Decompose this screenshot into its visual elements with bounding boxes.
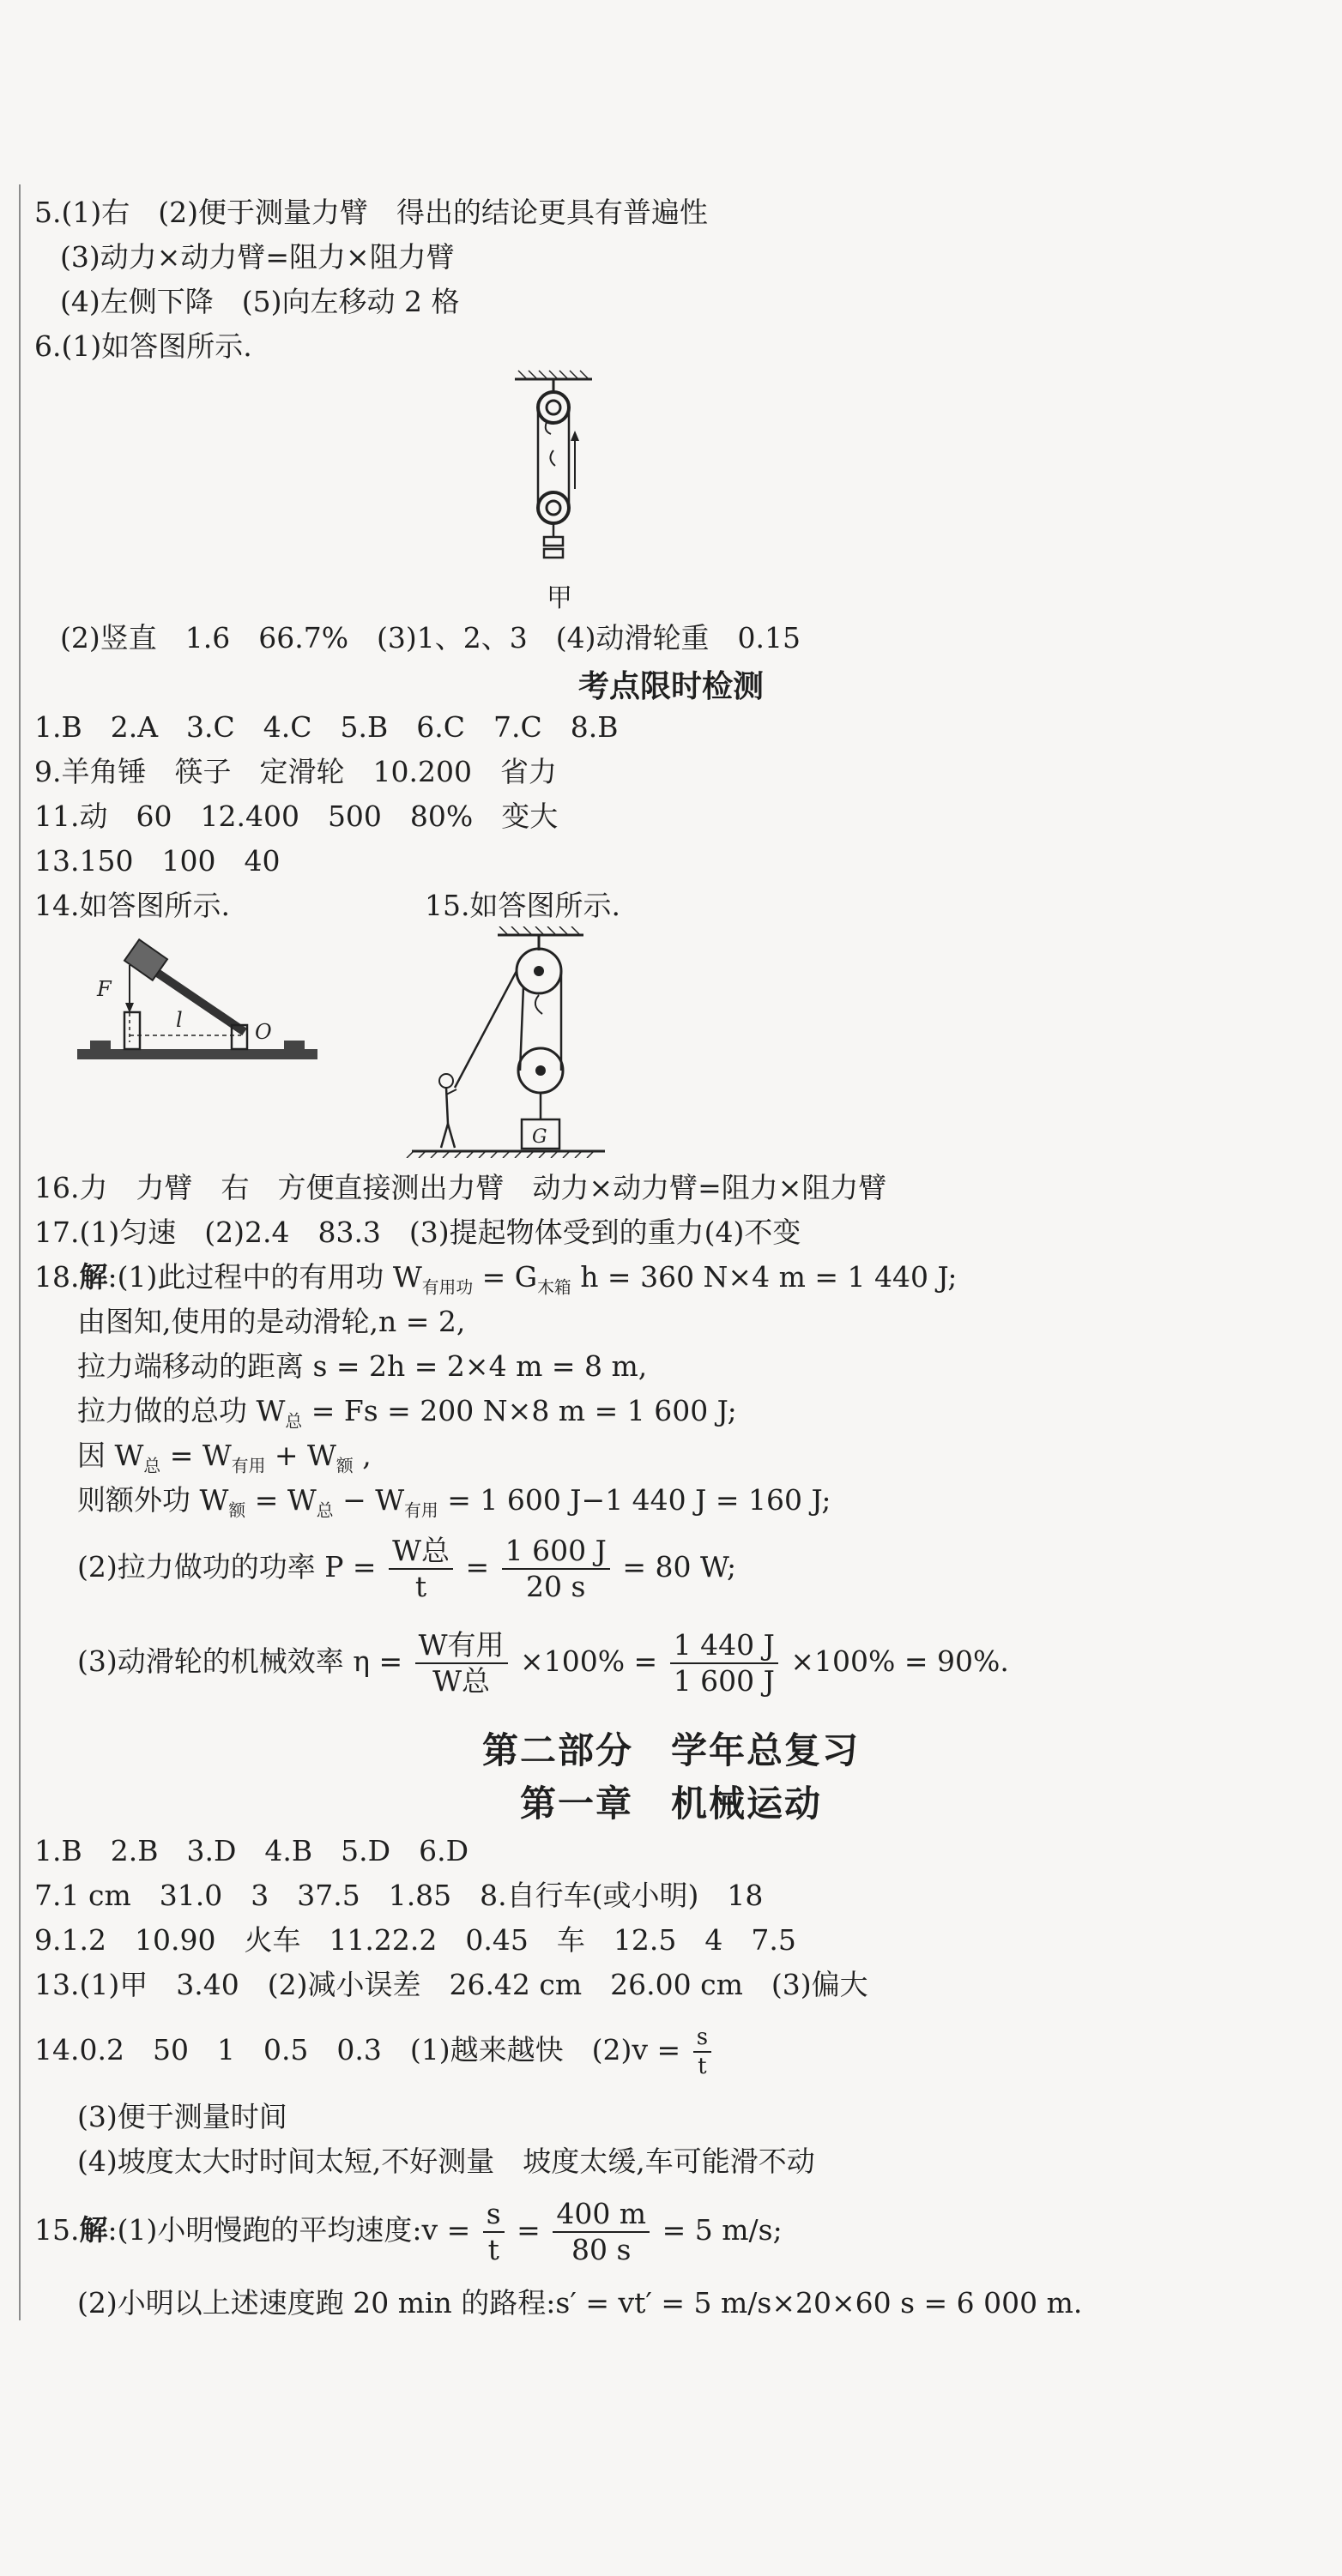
part-heading: 第二部分 学年总复习 [481,1729,860,1771]
quiz-line-16: 16.力 力臂 右 方便直接测出力臂 动力×动力臂=阻力×阻力臂 [34,1171,887,1204]
fraction-efficiency: $\frac{\text{W有用}}{\text{W总}}$ [415,1628,508,1698]
quiz-line-5a: 14.如答图所示. [34,889,230,922]
answer-5-line-1: 5.(1)右 (2)便于测量力臂 得出的结论更具有普遍性 [34,196,708,229]
figure-6-caption: 甲 [547,583,572,613]
quiz-line-5b: 15.如答图所示. [425,889,620,922]
solution-18-line-8: (3)动滑轮的机械效率 η = $\frac{\text{W有用}}{\text{W总}}$ ×100% = $\frac{1 440 J}{1 600 J}$ ×100% = 90%. [77,1628,1009,1698]
figure-14-label-l: l [176,1008,183,1032]
figure-15-pulley [403,926,609,1158]
fraction-speed: $\frac{s}{t}$ [693,2024,711,2080]
chapter-answer-line-9: (2)小明以上述速度跑 20 min 的路程:s′ = vt′ = 5 m/s×20×60 s = 6 000 m. [77,2286,1083,2320]
figure-6-pulley [506,369,609,566]
chapter-answer-line-2: 7.1 cm 31.0 3 37.5 1.85 8.自行车(或小明) 18 [34,1879,764,1912]
chapter-answer-line-4: 13.(1)甲 3.40 (2)减小误差 26.42 cm 26.00 cm (3)偏大 [34,1968,868,2001]
figure-14-label-F: F [97,977,112,1001]
fraction-speed-2: $\frac{s}{t}$ [483,2197,505,2267]
quiz-line-2: 9.羊角锤 筷子 定滑轮 10.200 省力 [34,755,557,788]
chapter-answer-line-6: (3)便于测量时间 [77,2100,287,2133]
chapter-answer-line-5: 14.0.2 50 1 0.5 0.3 (1)越来越快 (2)v = $\frac{s}{t}$ [34,2012,715,2089]
quiz-line-3: 11.动 60 12.400 500 80% 变大 [34,799,559,833]
solution-18-line-2: 由图知,使用的是动滑轮,n = 2, [77,1305,466,1338]
chapter-answer-line-7: (4)坡度太大时时间太短,不好测量 坡度太缓,车可能滑不动 [77,2145,815,2178]
figure-14-lever [73,931,322,1072]
quiz-line-17: 17.(1)匀速 (2)2.4 83.3 (3)提起物体受到的重力(4)不变 [34,1216,801,1249]
solution-18-line-6: 则额外功 $W_额 = W_总 - W_{有用} = 1$ 600 J−1 440 J = 160 J; [77,1483,831,1521]
fraction-speed-values: $\frac{400 m}{80 s}$ [553,2197,650,2267]
chapter-answer-line-8: 15.解:(1)小明慢跑的平均速度:v = $\frac{s}{t}$ = $\frac{400 m}{80 s}$ = 5 m/s; [34,2197,783,2266]
answer-5-line-3: (4)左侧下降 (5)向左移动 2 格 [60,285,460,318]
figure-14-label-O: O [255,1020,272,1044]
figure-15-label-G: G [532,1126,547,1148]
solution-18-line-1: 18.解:(1)此过程中的有用功 $W_{有用功} = G_{木箱}$ h = 360 N×4 m = 1 440 J; [34,1260,958,1298]
answer-5-line-2: (3)动力×动力臂=阻力×阻力臂 [60,240,455,274]
quiz-line-1: 1.B 2.A 3.C 4.C 5.B 6.C 7.C 8.B [34,710,619,744]
section-heading-kaodian: 考点限时检测 [577,669,764,704]
chapter-answer-line-1: 1.B 2.B 3.D 4.B 5.D 6.D [34,1834,469,1867]
solution-18-line-4: 拉力做的总功 $W_总 = Fs = 200$ N×8 m = 1 600 J; [77,1394,737,1432]
answer-6-line-1: 6.(1)如答图所示. [34,329,252,363]
solution-18-line-3: 拉力端移动的距离 s = 2h = 2×4 m = 8 m, [77,1349,648,1383]
fraction-efficiency-values: $\frac{1 440 J}{1 600 J}$ [670,1628,778,1698]
fraction-power-values: $\frac{1 600 J}{20 s}$ [502,1534,610,1604]
answer-6-line-2: (2)竖直 1.6 66.7% (3)1、2、3 (4)动滑轮重 0.15 [60,621,801,655]
chapter-answer-line-3: 9.1.2 10.90 火车 11.22.2 0.45 车 12.5 4 7.5 [34,1923,796,1957]
chapter-heading: 第一章 机械运动 [519,1783,822,1825]
quiz-line-4: 13.150 100 40 [34,844,281,878]
fraction-power: $\frac{\text{W总}}{t}$ [389,1534,453,1604]
solution-18-line-7: (2)拉力做功的功率 P = $\frac{\text{W总}}{t}$ = $\frac{1 600 J}{20 s}$ = 80 W; [77,1534,737,1603]
solution-18-line-5: 因 $W_总 = W_{有用} + W_额$ , [77,1439,372,1476]
margin-rule [19,184,21,2320]
